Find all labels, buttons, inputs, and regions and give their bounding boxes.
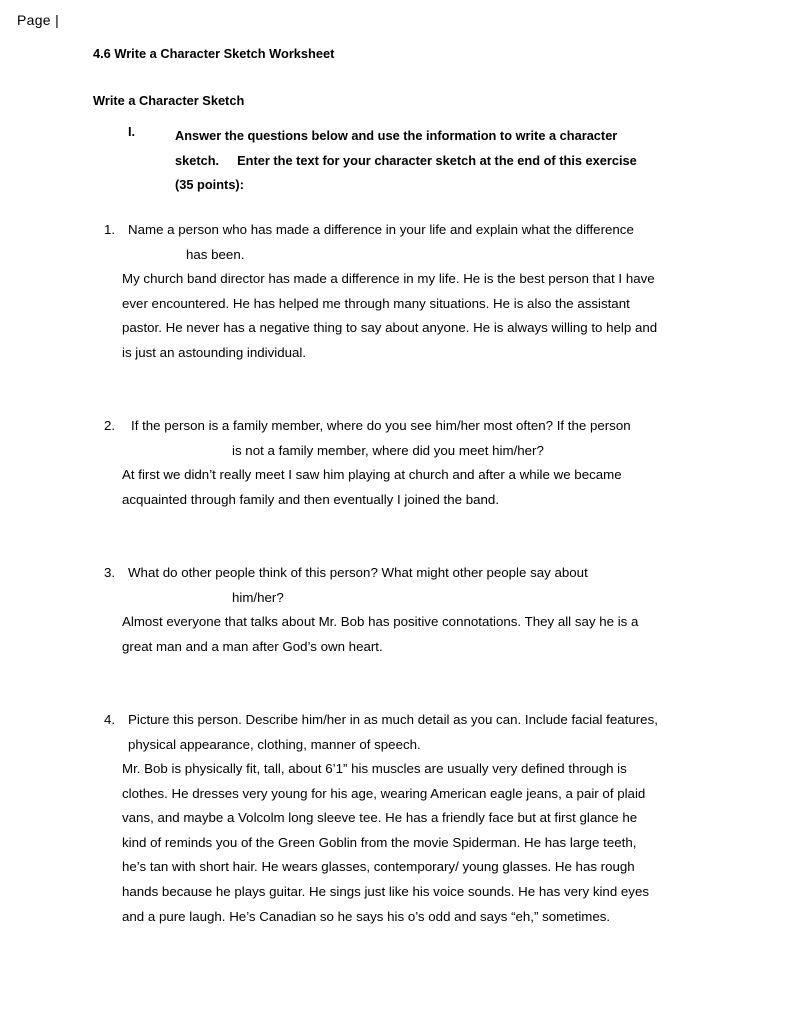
question-text-line-1: What do other people think of this person? What might other people say about <box>128 565 588 580</box>
answer-line: pastor. He never has a negative thing to say about anyone. He is always willing to help and <box>122 320 658 336</box>
instruction-line-1: Answer the questions below and use the information to write a character <box>175 128 618 143</box>
answer-line: hands because he plays guitar. He sings just like his voice sounds. He has very kind eyes <box>122 883 649 899</box>
answer-text <box>122 610 702 659</box>
instruction-line-2b: Enter the text for your character sketch at the end of this exercise <box>237 152 637 168</box>
question-number: 3. <box>104 565 116 580</box>
answer-line: My church band director has made a difference in my life. He is the best person that I have <box>122 271 655 286</box>
instruction-numeral: I. <box>128 124 136 139</box>
question-text-line-2: physical appearance, clothing, manner of speech. <box>128 737 421 752</box>
worksheet-title: 4.6 Write a Character Sketch Worksheet <box>93 46 335 61</box>
answer-text <box>122 463 702 512</box>
question-number: 1. <box>104 222 116 237</box>
answer-line: Mr. Bob is physically fit, tall, about 6’1” his muscles are usually very defined through is <box>122 761 627 776</box>
answer-line: kind of reminds you of the Green Goblin from the movie Spiderman. He has large teeth, <box>122 834 637 850</box>
answer-line: acquainted through family and then eventually I joined the band. <box>122 491 500 507</box>
answer-line: and a pure laugh. He’s Canadian so he says his o’s odd and says “eh,” sometimes. <box>122 908 611 924</box>
answer-line: vans, and maybe a Volcolm long sleeve tee. He has a friendly face but at first glance he <box>122 810 638 826</box>
answer-line: ever encountered. He has helped me through many situations. He is also the assistant <box>122 295 630 311</box>
answer-line: great man and a man after God’s own heart. <box>122 638 383 654</box>
answer-line: he’s tan with short hair. He wears glasses, contemporary/ young glasses. He has rough <box>122 859 635 875</box>
worksheet-subtitle: Write a Character Sketch <box>93 93 245 108</box>
answer-line: is just an astounding individual. <box>122 344 307 360</box>
instruction-line-2a: sketch. <box>175 152 220 168</box>
question-text-line-2: has been. <box>186 247 245 262</box>
answer-line: Almost everyone that talks about Mr. Bob has positive connotations. They all say he is a <box>122 614 639 629</box>
answer-text <box>122 267 702 365</box>
answer-line: At first we didn’t really meet I saw him playing at church and after a while we became <box>122 467 622 482</box>
question-number: 4. <box>104 712 116 727</box>
question-text-line-1: Name a person who has made a difference in your life and explain what the difference <box>128 222 634 237</box>
question-text-line-2: him/her? <box>232 590 284 605</box>
question-text-line-1: If the person is a family member, where do you see him/her most often? If the person <box>131 418 631 433</box>
instruction-line-2 <box>175 149 705 174</box>
question-number: 2. <box>104 418 116 433</box>
question-text-line-2: is not a family member, where did you meet him/her? <box>232 443 544 458</box>
instruction-line-3: (35 points): <box>175 177 244 193</box>
instruction-block <box>175 124 705 198</box>
answer-line: clothes. He dresses very young for his age, wearing American eagle jeans, a pair of plaid <box>122 785 646 801</box>
question-text-line-1: Picture this person. Describe him/her in as much detail as you can. Include facial features, <box>128 712 658 727</box>
answer-text <box>122 757 702 929</box>
page-label: Page | <box>17 12 60 28</box>
